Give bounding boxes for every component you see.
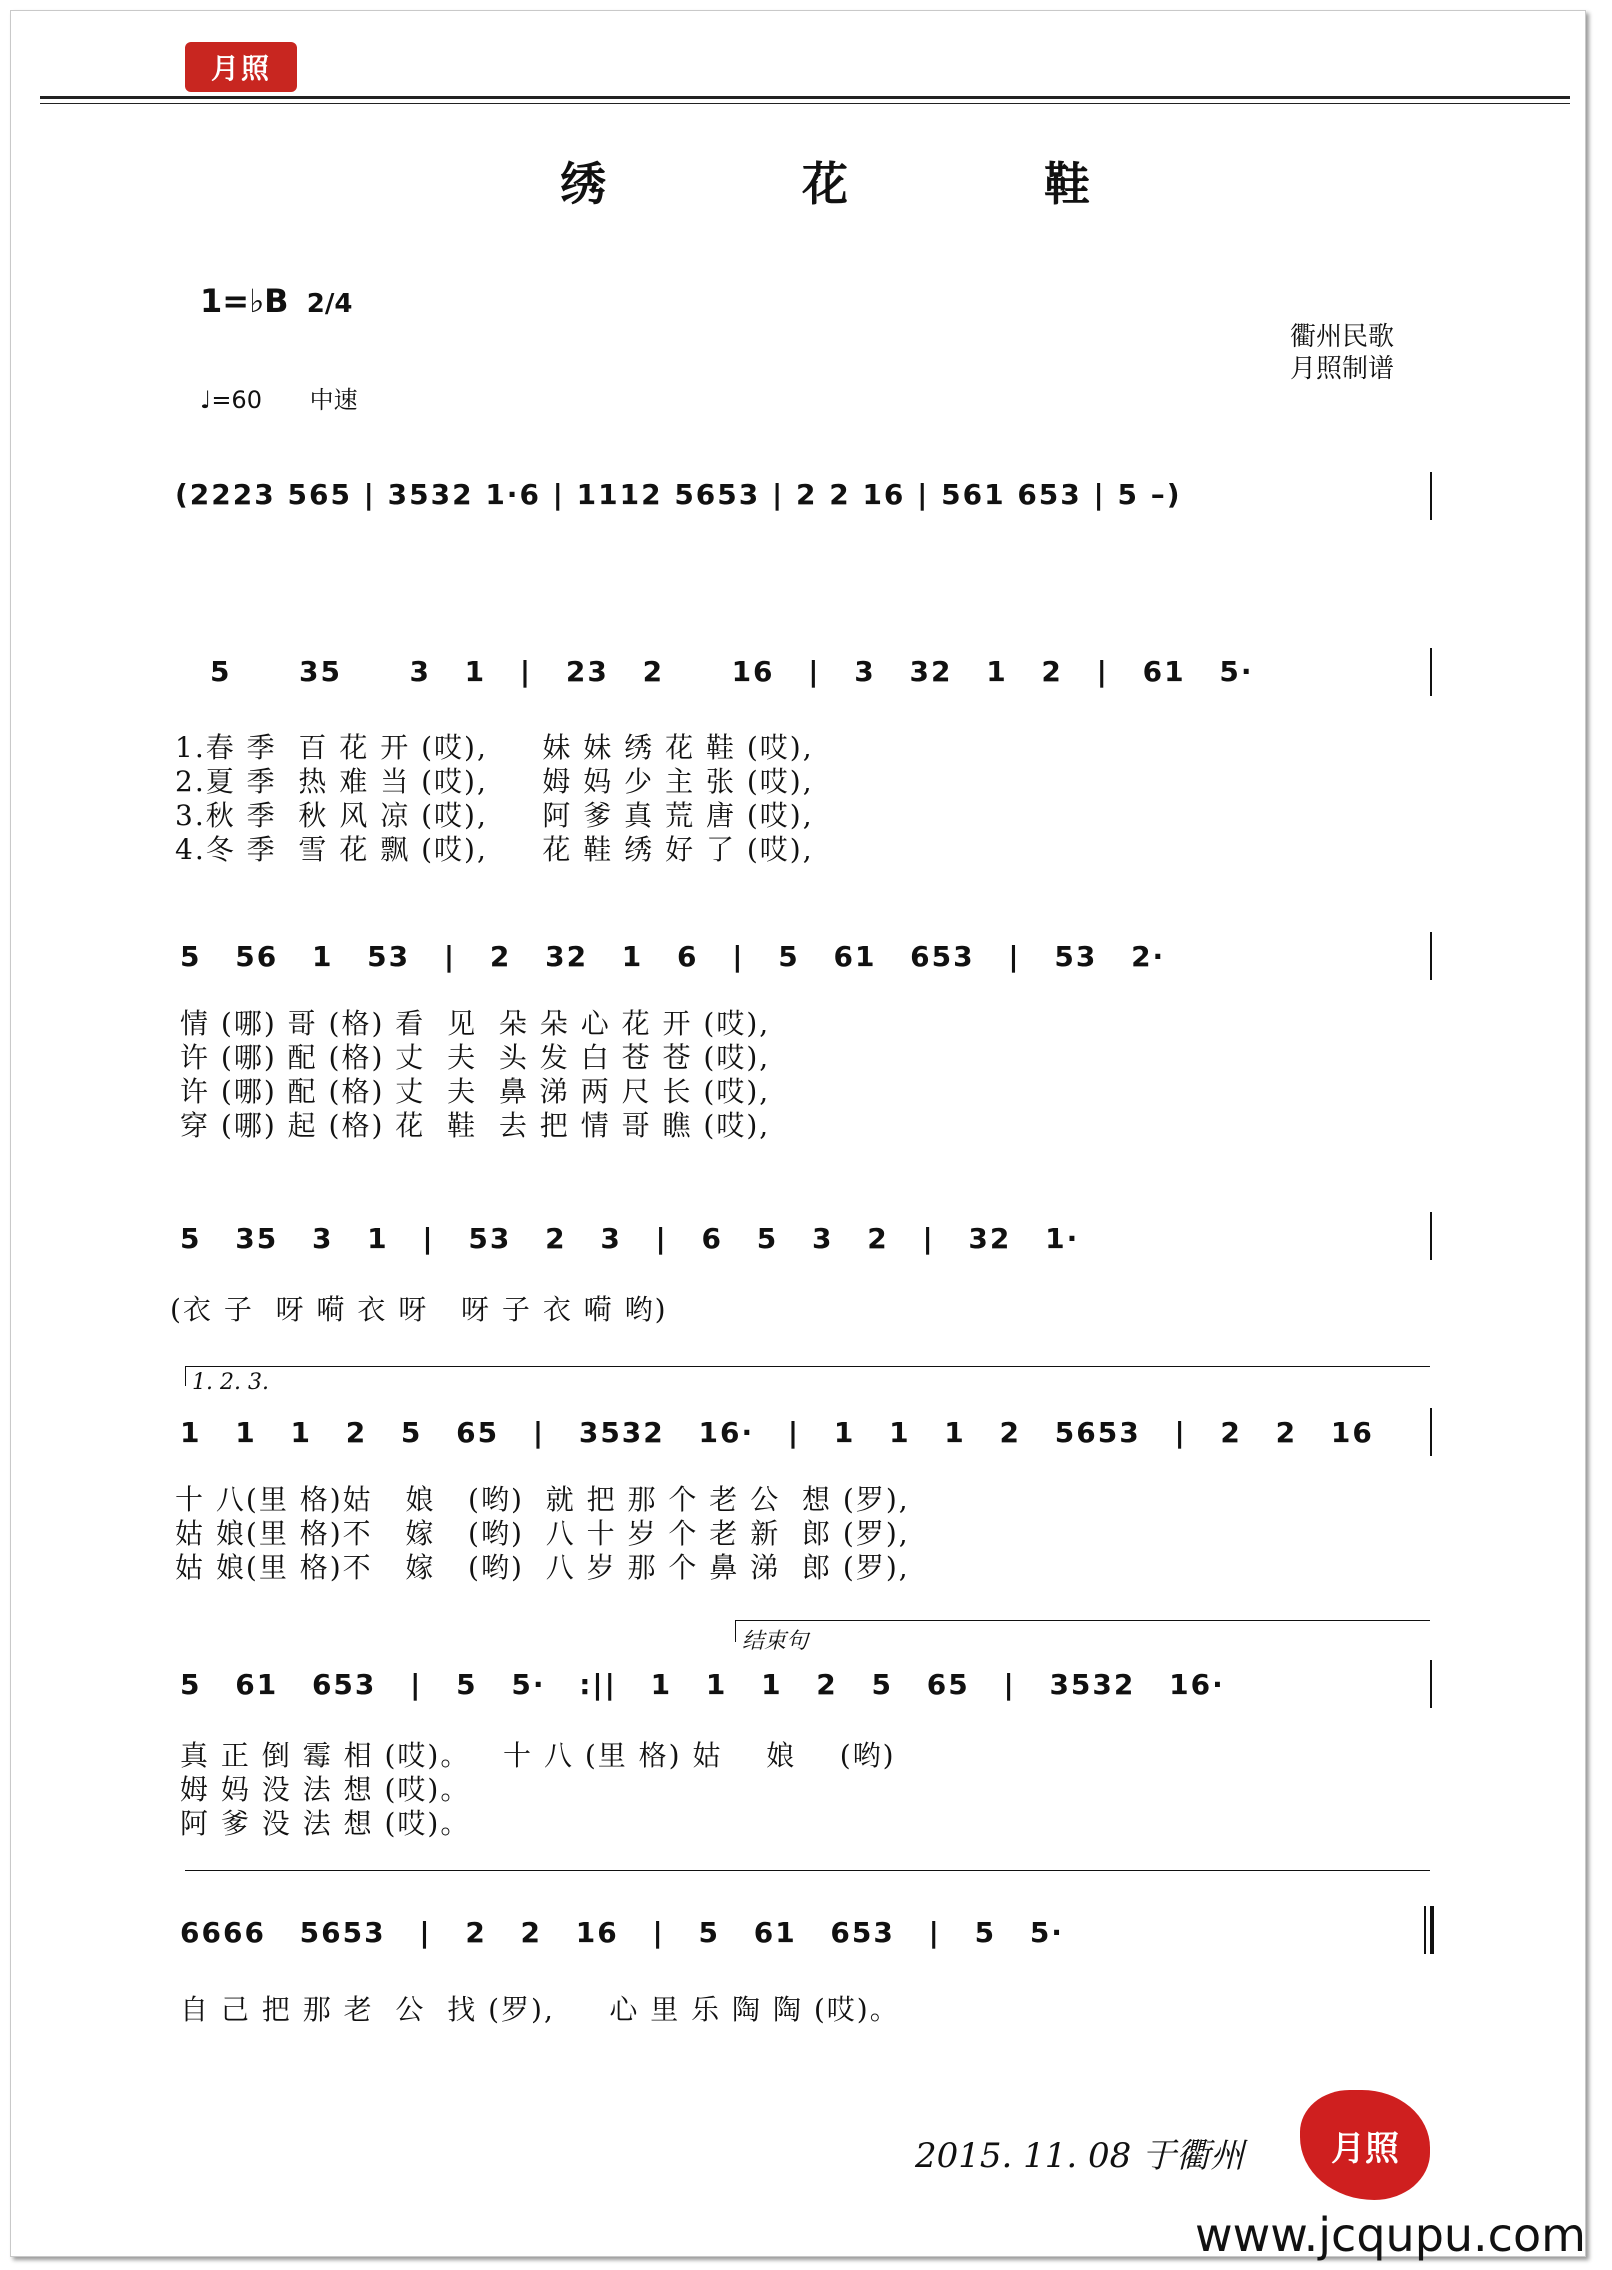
tempo-marking: [200, 380, 358, 415]
final-barline-thin: [1424, 1906, 1426, 1954]
song-title: 绣 花 鞋: [560, 157, 1181, 211]
red-seal: 月照: [1300, 2090, 1430, 2200]
section-3-lyric-1: (衣 子 呀 嗬 衣 呀 呀 子 衣 嗬 哟): [170, 1293, 668, 1326]
section-3-notes: 5 35 3 1 | 53 2 3 | 6 5 3 2 | 32 1·: [180, 1222, 1080, 1255]
website-watermark: www.jcqupu.com: [1195, 2208, 1586, 2262]
barline: [1430, 472, 1432, 520]
tempo-value: ♩=60: [200, 386, 262, 414]
barline: [1430, 1212, 1432, 1260]
brand-logo: 月照: [185, 42, 297, 92]
volta-label: 1. 2. 3.: [192, 1370, 269, 1395]
section-2-notes: 5 56 1 53 | 2 32 1 6 | 5 61 653 | 53 2·: [180, 940, 1166, 973]
section-2-lyric-3: 许 (哪) 配 (格) 丈 夫 鼻 涕 两 尺 长 (哎),: [180, 1075, 771, 1108]
ending-label: 结束句: [742, 1629, 809, 1654]
section-1-notes: 5 35 3 1 | 23 2 16 | 3 32 1 2 | 61 5·: [210, 655, 1254, 688]
tempo-word: 中速: [309, 386, 358, 414]
time-signature: 2/4: [306, 289, 353, 319]
section-5-lyric-3: 阿 爹 没 法 想 (哎)。: [180, 1807, 471, 1840]
section-4-lyric-2: 姑 娘(里 格)不 嫁 (哟) 八 十 岁 个 老 新 郎 (罗),: [175, 1517, 910, 1550]
section-5-lyric-1: 真 正 倒 霉 相 (哎)。 十 八 (里 格) 姑 娘 (哟): [180, 1739, 896, 1772]
section-4-lyric-1: 十 八(里 格)姑 娘 (哟) 就 把 那 个 老 公 想 (罗),: [175, 1483, 910, 1516]
section-6-lyric-1: 自 己 把 那 老 公 找 (罗), 心 里 乐 陶 陶 (哎)。: [180, 1993, 900, 2026]
credit-arranger: 月照制谱: [1289, 354, 1394, 384]
section-1-lyric-4: 4.冬 季 雪 花 飘 (哎), 花 鞋 绣 好 了 (哎),: [175, 833, 814, 866]
final-system-rule: [185, 1870, 1430, 1871]
section-2-lyric-2: 许 (哪) 配 (格) 丈 夫 头 发 白 苍 苍 (哎),: [180, 1041, 771, 1074]
intro-notes: (2223 565 | 3532 1·6 | 1112 5653 | 2 2 16 | 561 653 | 5 –): [175, 478, 1182, 511]
volta-bracket: [185, 1366, 1430, 1367]
section-1-lyric-3: 3.秋 季 秋 风 凉 (哎), 阿 爹 真 荒 唐 (哎),: [175, 799, 814, 832]
section-1-lyric-1: 1.春 季 百 花 开 (哎), 妹 妹 绣 花 鞋 (哎),: [175, 731, 814, 764]
barline: [1430, 1660, 1432, 1708]
header-rule: [40, 96, 1570, 99]
section-4-notes: 1 1 1 2 5 65 | 3532 16· | 1 1 1 2 5653 | 2 2 16: [180, 1416, 1374, 1449]
key-signature: [200, 282, 352, 320]
date-place: 2015. 11. 08 于衢州: [915, 2136, 1245, 2176]
ending-bracket-edge: [735, 1620, 736, 1642]
section-1-lyric-2: 2.夏 季 热 难 当 (哎), 姆 妈 少 主 张 (哎),: [175, 765, 814, 798]
final-barline-thick: [1430, 1906, 1434, 1954]
volta-bracket-edge: [185, 1366, 186, 1386]
barline: [1430, 648, 1432, 696]
section-2-lyric-1: 情 (哪) 哥 (格) 看 见 朵 朵 心 花 开 (哎),: [180, 1007, 771, 1040]
barline: [1430, 1408, 1432, 1456]
section-5-lyric-2: 姆 妈 没 法 想 (哎)。: [180, 1773, 471, 1806]
section-2-lyric-4: 穿 (哪) 起 (格) 花 鞋 去 把 情 哥 瞧 (哎),: [180, 1109, 771, 1142]
section-5-notes: 5 61 653 | 5 5· :|| 1 1 1 2 5 65 | 3532 16·: [180, 1668, 1225, 1701]
barline: [1430, 932, 1432, 980]
section-4-lyric-3: 姑 娘(里 格)不 嫁 (哟) 八 岁 那 个 鼻 涕 郎 (罗),: [175, 1551, 910, 1584]
key-text: 1=♭B: [200, 282, 289, 320]
header-rule-thin: [40, 103, 1570, 104]
section-6-notes: 6666 5653 | 2 2 16 | 5 61 653 | 5 5·: [180, 1916, 1064, 1949]
ending-bracket: [735, 1620, 1430, 1621]
credit-origin: 衢州民歌: [1289, 322, 1394, 352]
